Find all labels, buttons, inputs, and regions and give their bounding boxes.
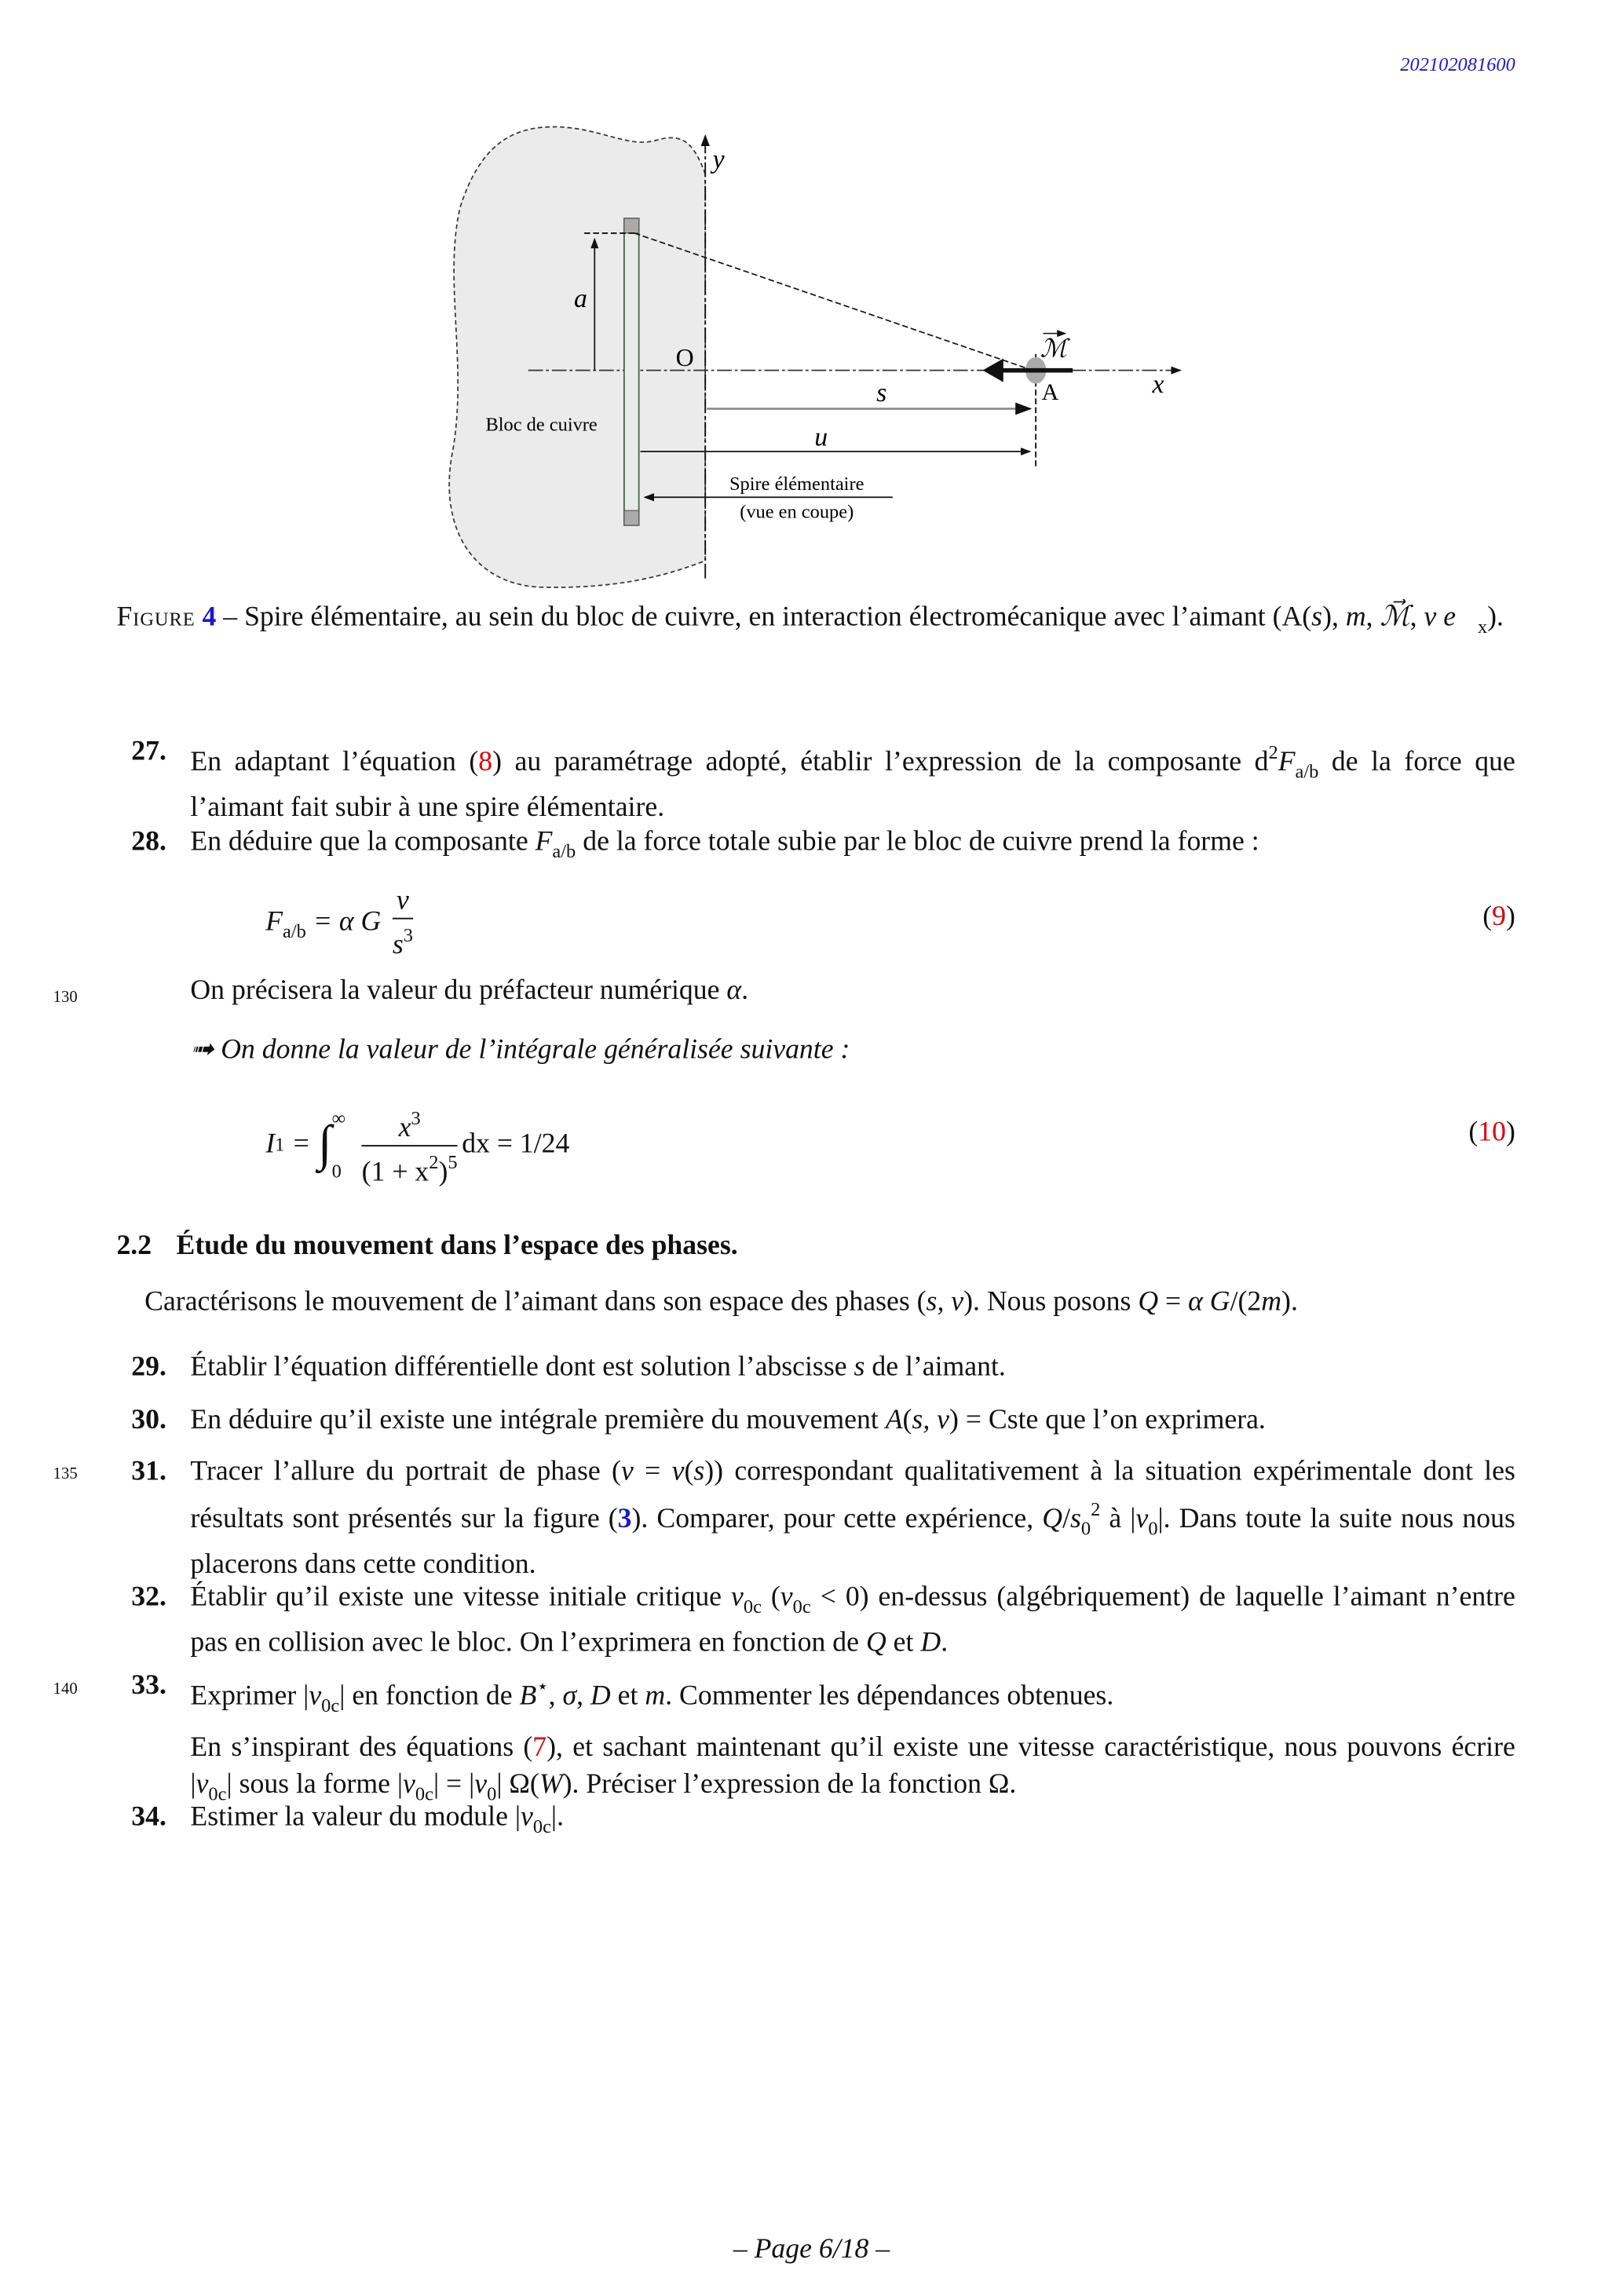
rich-text <box>190 1667 1515 1723</box>
spire-top-end <box>624 218 639 233</box>
text-run: Établir qu’il existe une vitesse initiale critique <box>190 1581 732 1613</box>
eq10-numerator: x <box>398 1111 411 1143</box>
text-run: /(2 <box>1230 1286 1262 1318</box>
question-number: 28. <box>131 826 166 857</box>
rich-text <box>190 1799 1515 1844</box>
point-a-label: A <box>1041 378 1059 406</box>
math-symbol: v <box>671 1456 685 1488</box>
math-symbol: W <box>539 1769 563 1801</box>
rich-text <box>144 1287 1298 1318</box>
text-run: , <box>576 1680 590 1712</box>
subscript: 0c <box>415 1782 433 1805</box>
eq9-numerator: v <box>393 885 413 919</box>
math-symbol: Q <box>1138 1286 1159 1318</box>
alpha-remark <box>190 975 748 1007</box>
eq10-lhs: I <box>265 1128 276 1160</box>
eq9-lhs-sub: a/b <box>283 919 306 942</box>
spire-label: Spire élémentaire <box>729 473 865 495</box>
text-run: ). <box>1281 1286 1298 1318</box>
math-symbol: v <box>731 1581 744 1613</box>
figure-caption <box>116 599 1515 646</box>
copper-block <box>449 127 705 588</box>
math-symbol: s <box>854 1351 865 1383</box>
eq9-fraction <box>393 885 413 962</box>
question-number: 34. <box>131 1801 166 1833</box>
subscript: 0c <box>743 1595 762 1618</box>
subscript: x <box>1477 615 1488 638</box>
text-run: . <box>741 975 749 1007</box>
text-run: = <box>1158 1286 1189 1318</box>
text-run: En déduire qu’il existe une intégrale première du mouvement <box>190 1404 886 1436</box>
rich-text <box>190 975 748 1006</box>
eq10-upper-bound: ∞ <box>331 1106 346 1129</box>
math-symbol: s <box>1311 601 1323 634</box>
eq10-den-sup1: 2 <box>429 1150 439 1172</box>
text-run: , <box>1365 601 1380 634</box>
equation-ref-link[interactable]: 7 <box>532 1732 547 1764</box>
math-symbol: B <box>519 1680 537 1712</box>
figure-4-diagram <box>0 0 1623 590</box>
question-number: 29. <box>131 1351 166 1383</box>
text-run: ). Nous posons <box>963 1286 1139 1318</box>
text-run: On précisera la valeur du préfacteur numérique <box>190 975 727 1007</box>
text-run: . Commenter les dépendances obtenues. <box>665 1680 1114 1712</box>
block-label: Bloc de cuivre <box>485 414 598 436</box>
spire-bottom-end <box>624 510 639 525</box>
text-run: et <box>886 1627 921 1659</box>
text-run: ). <box>1487 601 1504 634</box>
text-run: | sous la forme | <box>226 1769 404 1801</box>
text-run: | = | <box>433 1769 475 1801</box>
origin-label: O <box>675 344 694 372</box>
equation-9-number: (9) <box>1482 901 1515 933</box>
subscript: 0c <box>208 1782 227 1805</box>
text-run: , <box>1409 601 1424 634</box>
section-number: 2.2 <box>116 1230 152 1262</box>
figure-number-link[interactable]: 4 <box>202 601 217 634</box>
question-number: 27. <box>131 736 166 768</box>
figure-prefix: Figure <box>116 601 196 634</box>
question-29 <box>131 1348 1515 1385</box>
rich-text <box>190 1402 1515 1439</box>
subscript: 0 <box>1148 1516 1158 1539</box>
math-symbol: Q <box>865 1627 886 1659</box>
math-symbol: m <box>645 1680 666 1712</box>
subscript: 0c <box>321 1694 340 1717</box>
question-28 <box>131 824 1515 869</box>
question-number: 32. <box>131 1581 166 1613</box>
text-run: < 0) en-dessus (algébriquement) de laquelle l’aimant n’entre pas en collision avec le bloc. On l’exprimera en fonction de <box>190 1581 1515 1659</box>
text-run: ). Préciser l’expression de la fonction Ω. <box>562 1769 1017 1801</box>
text-run: Établir l’équation différentielle dont est solution l’abscisse <box>190 1351 854 1383</box>
text-run: ), et sachant maintenant qu’il existe une vitesse caractéristique, nous pouvons écrire | <box>190 1732 1515 1801</box>
text-run: Estimer la valeur du module | <box>190 1801 521 1833</box>
math-symbol: v <box>309 1680 322 1712</box>
text-run: de l’aimant. <box>865 1351 1006 1383</box>
line-number: 135 <box>53 1464 78 1483</box>
text-run: . <box>941 1627 949 1659</box>
eq10-num-sup: 3 <box>411 1106 421 1128</box>
text-run: ) = Cste que l’on exprimera. <box>949 1404 1266 1436</box>
question-34 <box>131 1799 1515 1844</box>
text-run: En s’inspirant des équations ( <box>190 1732 533 1764</box>
rich-text <box>190 824 1515 869</box>
equation-10 <box>265 1092 569 1198</box>
math-symbol: s, v <box>912 1404 950 1436</box>
math-symbol: s <box>693 1456 705 1488</box>
text-run: ) au paramétrage adopté, établir l’expression de la composante d <box>492 746 1269 778</box>
math-symbol: v <box>474 1769 488 1801</box>
math-symbol: m <box>1261 1286 1282 1318</box>
math-symbol: F <box>1278 746 1296 778</box>
figure-ref-link[interactable]: 3 <box>617 1503 632 1535</box>
text-run: |. Dans toute la suite nous nous placerons dans cette condition. <box>190 1503 1515 1581</box>
math-symbol: v <box>403 1769 415 1801</box>
subscript: a/b <box>1295 759 1319 782</box>
question-32 <box>131 1579 1515 1662</box>
rich-text <box>190 1453 1515 1583</box>
eq10-lower-bound: 0 <box>331 1159 342 1183</box>
text-run: à | <box>1100 1503 1136 1535</box>
text-run: ). Comparer, pour cette expérience, <box>631 1503 1043 1535</box>
integral-sign: ∫ <box>318 1117 332 1172</box>
text-run: , <box>548 1680 563 1712</box>
math-symbol: m <box>1345 601 1366 634</box>
section-intro <box>144 1287 1298 1319</box>
text-run: et <box>610 1680 645 1712</box>
x-axis-label: x <box>1152 369 1164 399</box>
text-run: |. <box>550 1801 565 1833</box>
eq9-denominator: s <box>392 929 404 961</box>
spire-sublabel: (vue en coupe) <box>740 501 854 523</box>
rich-text <box>216 601 1504 638</box>
eq10-equals: = <box>293 1128 309 1160</box>
subscript: 0c <box>532 1815 551 1837</box>
u-label: u <box>814 422 828 452</box>
question-33 <box>131 1667 1515 1812</box>
equation-9 <box>265 885 417 962</box>
math-symbol: s <box>1069 1503 1081 1535</box>
text-run: ), <box>1322 601 1346 634</box>
spire-cross-section <box>624 218 639 525</box>
eq9-den-sup: 3 <box>403 923 414 946</box>
math-symbol: α <box>726 975 742 1007</box>
question-30 <box>131 1402 1515 1439</box>
math-symbol: v e⃗ <box>1424 601 1478 634</box>
eq10-result: dx = 1/24 <box>462 1128 570 1160</box>
superscript: 2 <box>1268 740 1278 763</box>
equation-ref-link[interactable]: 8 <box>478 746 493 778</box>
text-run: ( <box>761 1581 780 1613</box>
text-run: ( <box>684 1456 694 1488</box>
eq10-denominator: (1 + x <box>361 1156 430 1187</box>
eq9-lhs: F <box>265 906 283 938</box>
eq10-den-sup2: 5 <box>448 1150 458 1172</box>
eq10-number[interactable]: 10 <box>1478 1117 1506 1148</box>
math-symbol: F <box>535 826 553 857</box>
rich-text <box>190 1348 1515 1385</box>
text-run: Exprimer | <box>190 1680 309 1712</box>
text-run: En déduire que la composante <box>190 826 536 857</box>
line-number: 130 <box>53 988 78 1007</box>
math-symbol: v <box>1135 1503 1149 1535</box>
subscript: 0c <box>792 1595 811 1618</box>
subscript: 0 <box>1080 1516 1091 1539</box>
a-label: a <box>573 283 587 313</box>
question-number: 30. <box>131 1404 166 1436</box>
text-run: En adaptant l’équation ( <box>190 746 479 778</box>
equation-10-number: (10) <box>1468 1117 1515 1148</box>
integral-hint: ➟ On donne la valeur de l’intégrale généralisée suivante : <box>190 1034 850 1066</box>
y-axis-label: y <box>712 145 725 175</box>
text-run: Tracer l’allure du portrait de phase ( <box>190 1456 621 1488</box>
superscript: 2 <box>1091 1497 1101 1520</box>
page-footer: – Page 6/18 – <box>733 2233 890 2265</box>
question-31 <box>131 1453 1515 1583</box>
math-symbol: D <box>920 1627 941 1659</box>
text-run: / <box>1062 1503 1070 1535</box>
line-number: 140 <box>53 1680 78 1698</box>
superscript: ⋆ <box>536 1674 549 1697</box>
eq9-number[interactable]: 9 <box>1492 901 1506 933</box>
eq10-lhs-sub: 1 <box>275 1133 285 1156</box>
text-run: de la force totale subie par le bloc de cuivre prend la forme : <box>576 826 1259 857</box>
math-symbol: v <box>620 1456 634 1488</box>
rich-text <box>190 733 1515 826</box>
text-run: | Ω( <box>496 1769 539 1801</box>
s-label: s <box>876 378 887 408</box>
math-symbol: D <box>590 1680 611 1712</box>
math-symbol: v <box>196 1769 209 1801</box>
text-run: | en fonction de <box>339 1680 520 1712</box>
moment-label: ℳ <box>1040 335 1067 363</box>
text-run: Caractérisons le mouvement de l’aimant dans son espace des phases ( <box>144 1286 927 1318</box>
math-symbol: ℳ⃗ <box>1380 601 1410 634</box>
text-run: – Spire élémentaire, au sein du bloc de cuivre, en interaction électromécanique avec l’aimant (A( <box>216 601 1312 634</box>
subscript: 0 <box>487 1782 497 1805</box>
text-run: ( <box>902 1404 912 1436</box>
question-number: 33. <box>131 1670 166 1702</box>
section-title: Étude du mouvement dans l’espace des phases. <box>176 1230 738 1262</box>
math-symbol: v <box>520 1801 533 1833</box>
text-run: )) correspondant qualitativement à la situation expérimentale dont les résultats sont présentés sur la figure ( <box>190 1456 1515 1535</box>
rich-text <box>190 1579 1515 1662</box>
text-run: de la force que l’aimant fait subir à une spire élémentaire. <box>190 746 1515 824</box>
math-symbol: v <box>780 1581 793 1613</box>
section-heading <box>116 1230 737 1263</box>
text-run: = <box>633 1456 672 1488</box>
moment-arrowhead-icon <box>982 359 1003 382</box>
math-symbol: Q <box>1042 1503 1063 1535</box>
subscript: a/b <box>552 839 576 862</box>
math-symbol: A <box>885 1404 903 1436</box>
eq10-fraction <box>362 1102 458 1189</box>
document-id: 202102081600 <box>1400 53 1515 75</box>
math-symbol: s, v <box>926 1286 964 1318</box>
math-symbol: α G <box>1188 1286 1230 1318</box>
question-number: 31. <box>131 1456 166 1488</box>
eq10-den-close: ) <box>438 1156 448 1187</box>
question-27 <box>131 733 1515 826</box>
math-symbol: σ <box>562 1680 577 1712</box>
eq9-mid: = α G <box>313 906 382 938</box>
